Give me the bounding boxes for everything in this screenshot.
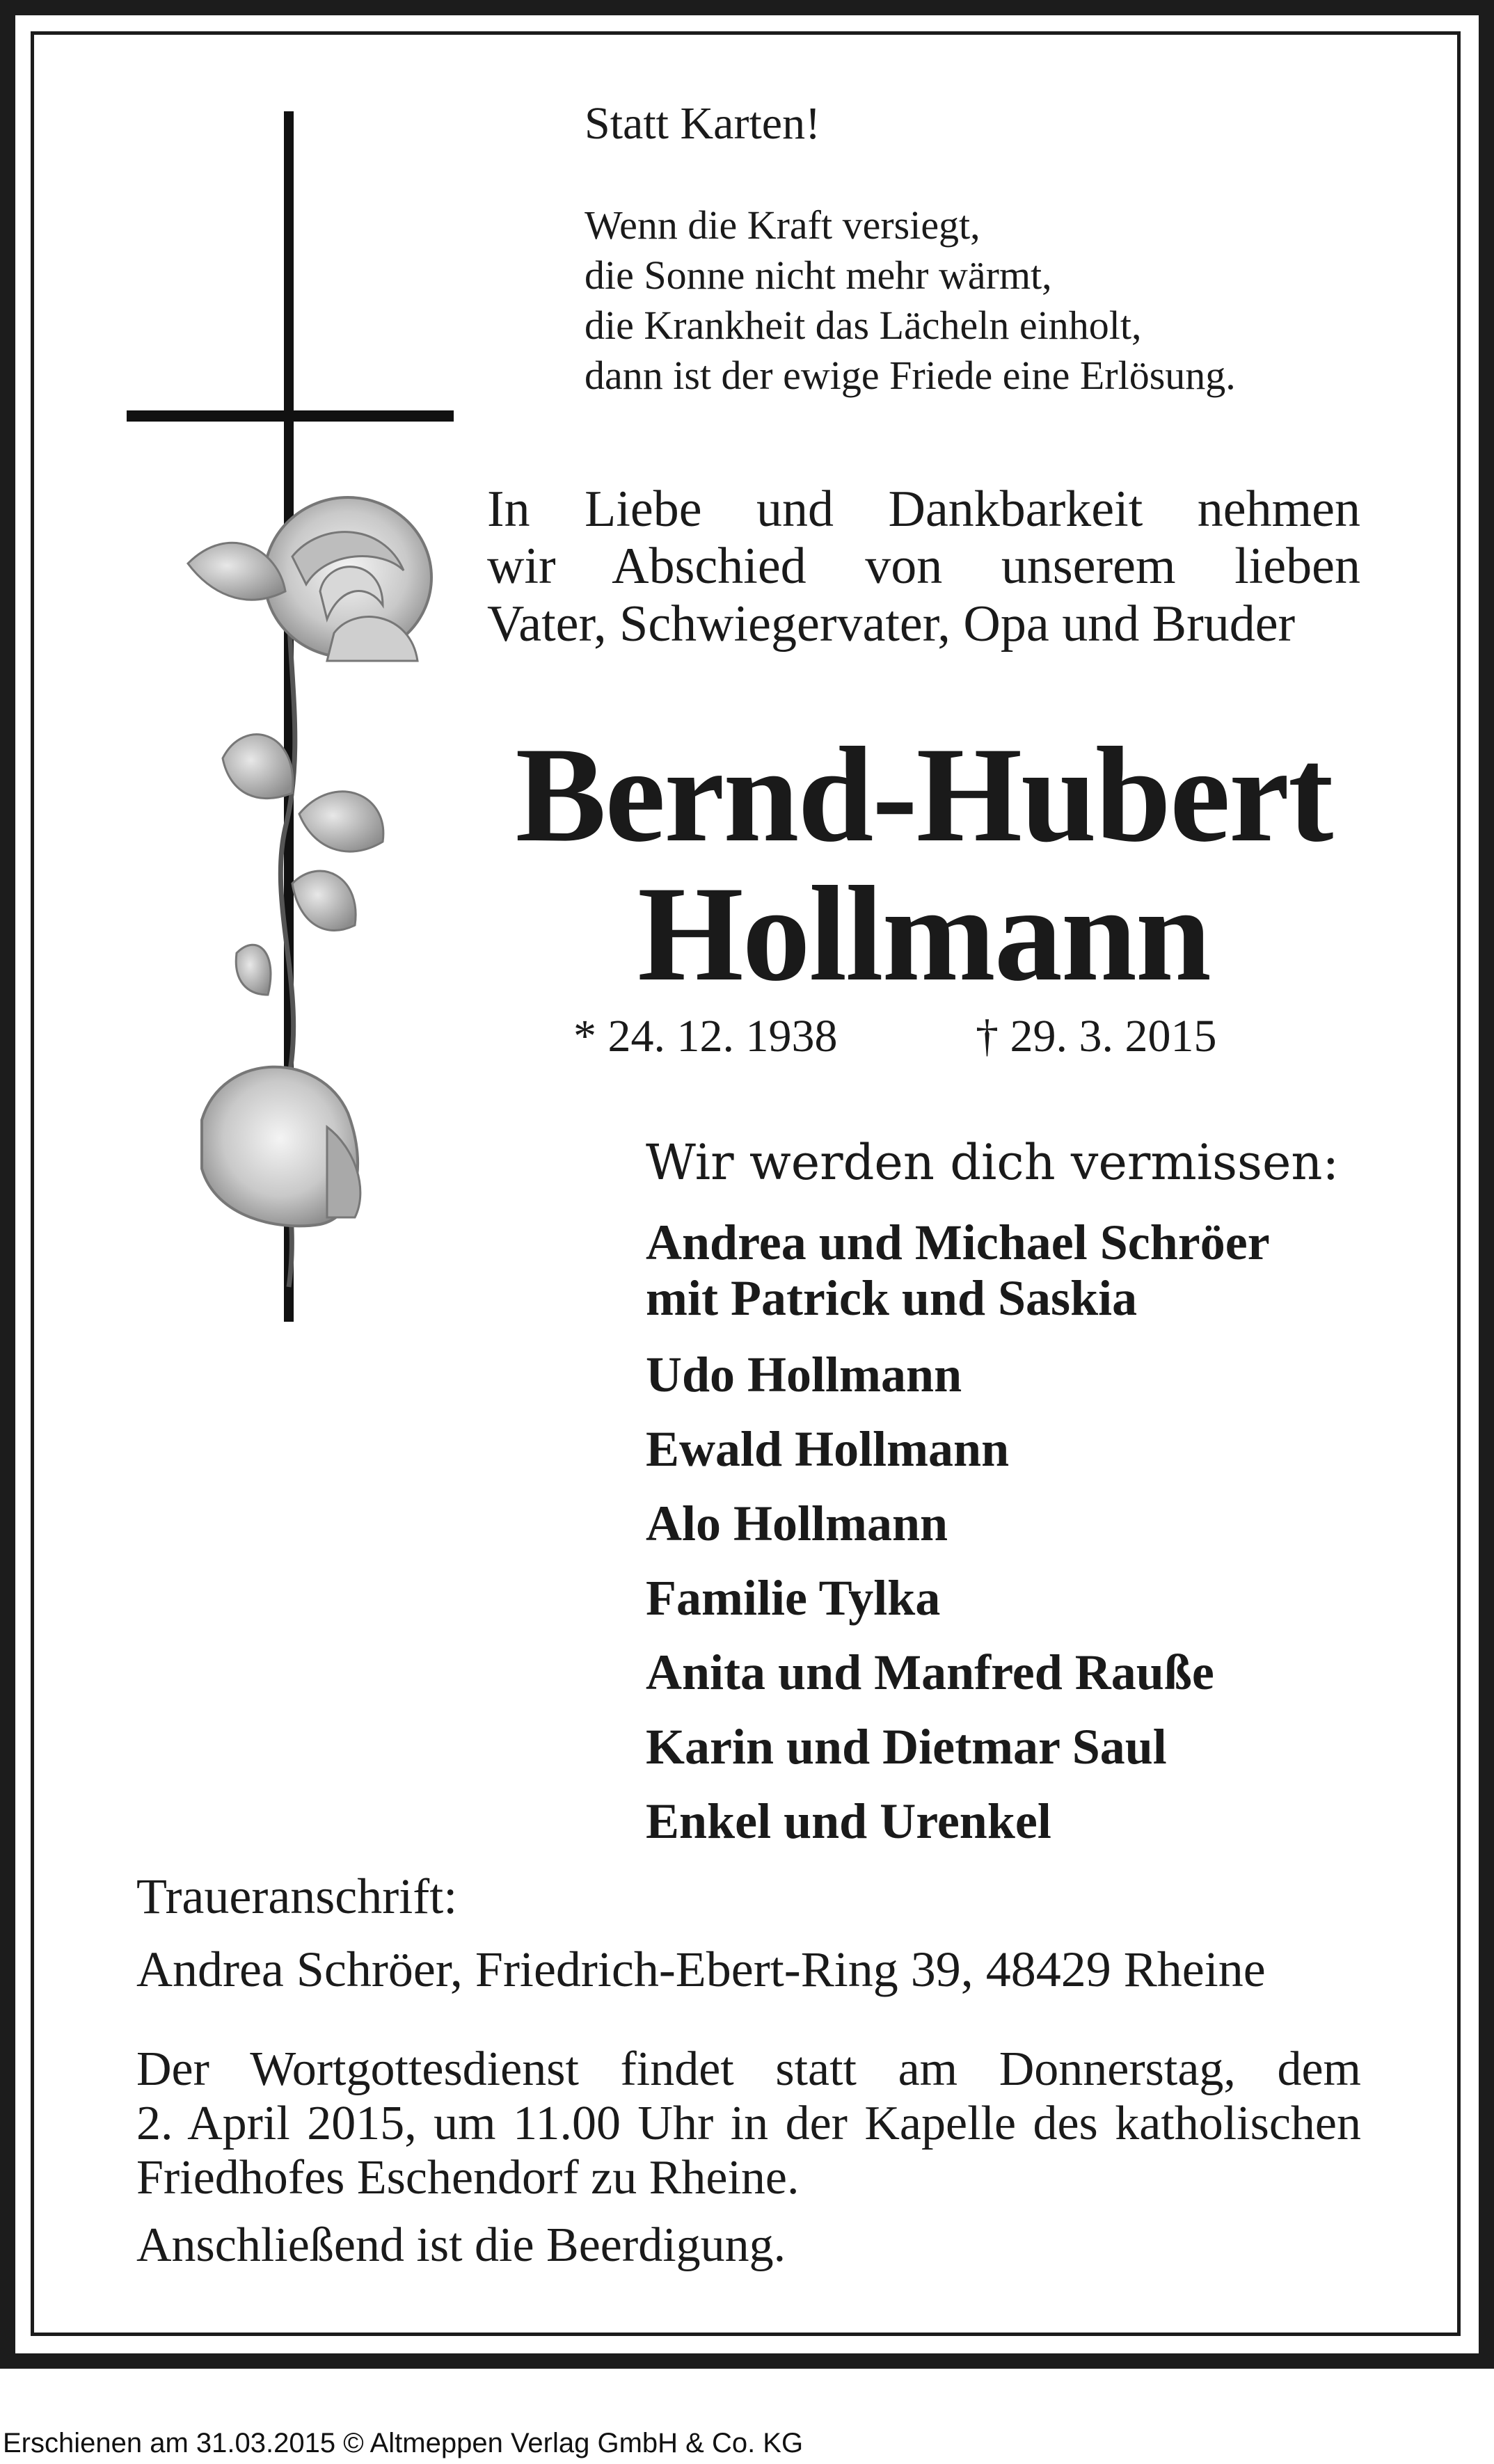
mourner-name: Anita und Manfred Rauße <box>646 1645 1214 1700</box>
birth-date: * 24. 12. 1938 <box>573 1011 838 1062</box>
poem-line: die Sonne nicht mehr wärmt, <box>585 253 1052 298</box>
intro-line: wir Abschied von unserem lieben <box>487 538 1360 595</box>
mourner-name: Familie Tylka <box>646 1570 941 1626</box>
service-line: Der Wortgottesdienst findet statt am Donnerstag, dem <box>136 2042 1361 2096</box>
mourner-name: mit Patrick und Saskia <box>646 1270 1138 1326</box>
intro-line: In Liebe und Dankbarkeit nehmen <box>487 481 1360 538</box>
mourner-name: Ewald Hollmann <box>646 1421 1010 1477</box>
notice-heading: Statt Karten! <box>585 98 821 149</box>
poem-line: Wenn die Kraft versiegt, <box>585 202 980 248</box>
death-date: † 29. 3. 2015 <box>976 1011 1217 1062</box>
mourner-name: Udo Hollmann <box>646 1347 962 1402</box>
address: Andrea Schröer, Friedrich-Ebert-Ring 39, 48429 Rheine <box>136 1942 1266 1997</box>
miss-line: Wir werden dich vermissen: <box>646 1134 1340 1191</box>
publication-footer: Erschienen am 31.03.2015 © Altmeppen Verlag GmbH & Co. KG <box>3 2428 804 2458</box>
mourner-name: Enkel und Urenkel <box>646 1793 1051 1849</box>
mourner-name: Karin und Dietmar Saul <box>646 1719 1167 1775</box>
rose-bloom-icon <box>264 497 431 661</box>
mourner-name: Alo Hollmann <box>646 1496 948 1551</box>
poem-line: die Krankheit das Lächeln einholt, <box>585 303 1142 348</box>
mourner-name: Andrea und Michael Schröer <box>646 1215 1270 1270</box>
intro-line: Vater, Schwiegervater, Opa und Bruder <box>487 595 1296 653</box>
service-line: 2. April 2015, um 11.00 Uhr in der Kapelle des katholischen <box>136 2097 1361 2150</box>
cross-with-rose-illustration <box>118 104 466 1343</box>
address-label: Traueranschrift: <box>136 1869 458 1924</box>
burial-note: Anschließend ist die Beerdigung. <box>136 2218 786 2272</box>
deceased-first-name: Bernd-Hubert <box>515 719 1333 870</box>
deceased-last-name: Hollmann <box>637 858 1210 1009</box>
poem-line: dann ist der ewige Friede eine Erlösung. <box>585 353 1236 398</box>
service-line: Friedhofes Eschendorf zu Rheine. <box>136 2151 800 2205</box>
rose-bud-icon <box>202 1067 360 1226</box>
